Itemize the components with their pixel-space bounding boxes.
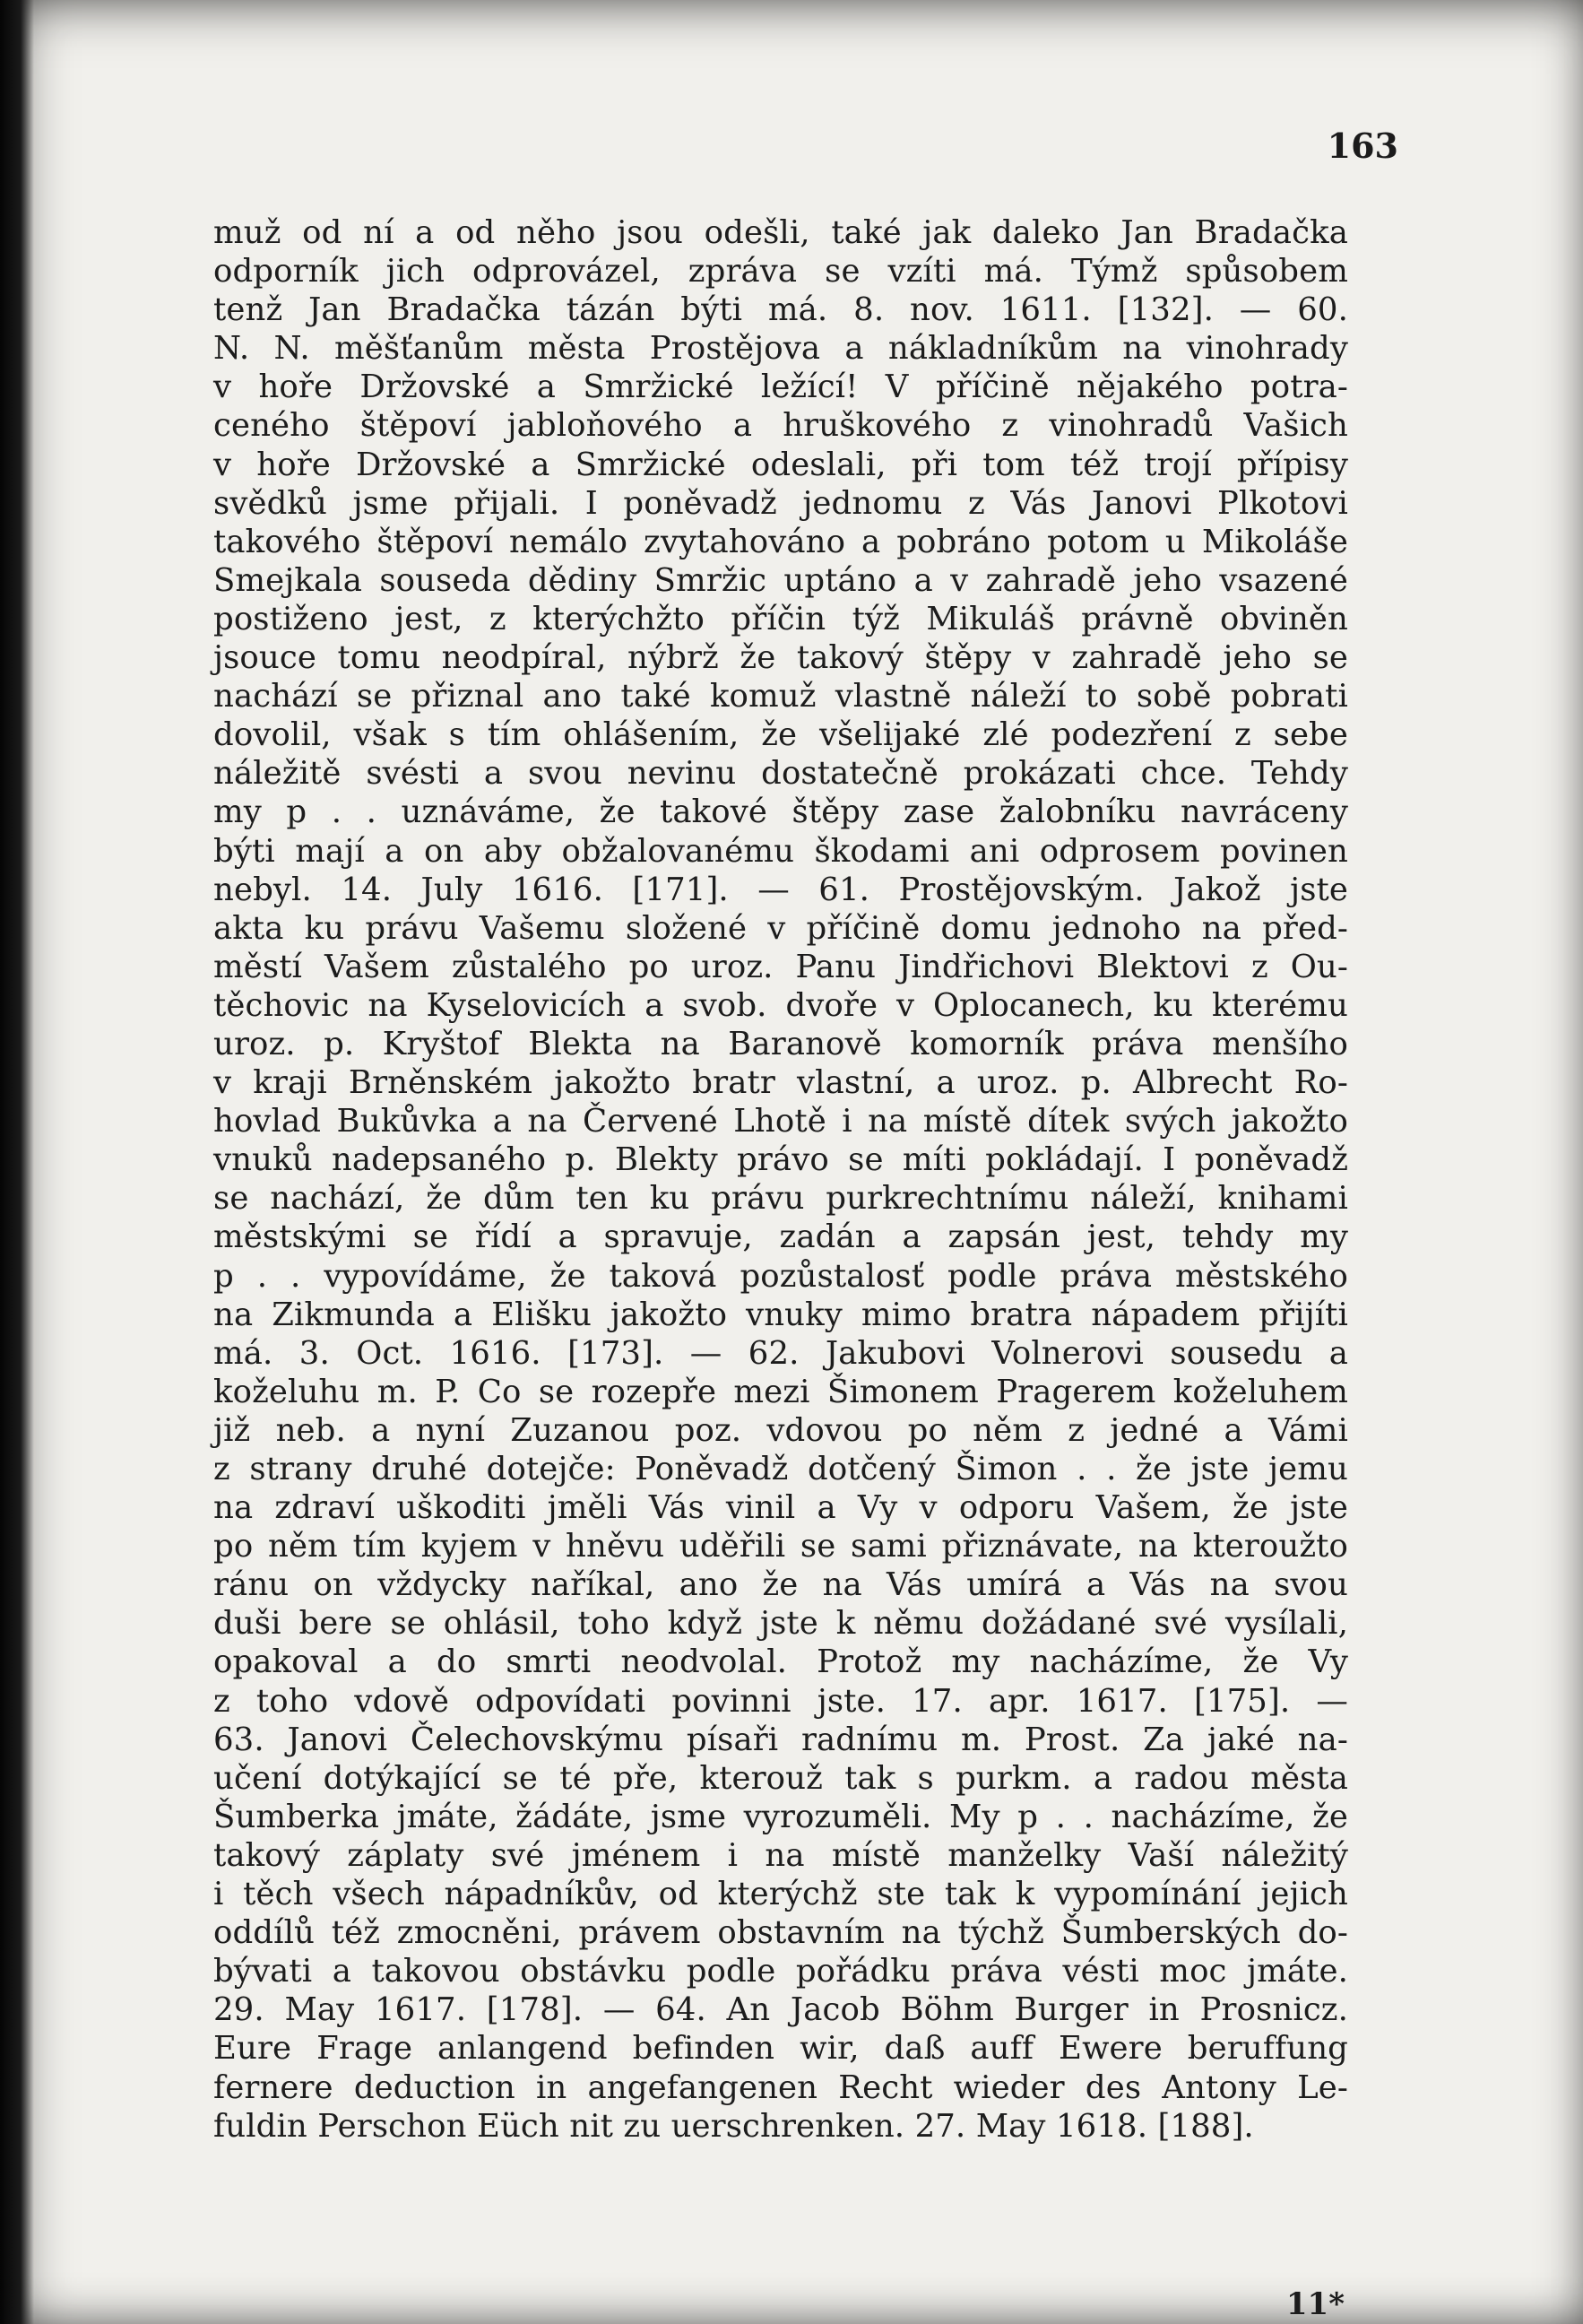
text-line: nachází se přiznal ano také komuž vlastně náleží to sobě pobrati	[213, 678, 1348, 715]
text-line: uroz. p. Kryštof Blekta na Baranově komorník práva menšího	[213, 1025, 1348, 1062]
text-line: býti mají a on aby obžalovanému škodami ani odprosem povinen	[213, 832, 1348, 870]
text-line: ceného štěpoví jabloňového a hruškového z vinohradů Vašich	[213, 407, 1348, 445]
text-line: těchovic na Kyselovicích a svob. dvoře v Oplocanech, ku kterému	[213, 986, 1348, 1024]
text-line: i těch všech nápadníkův, od kterýchž ste tak k vypomínání jejich	[213, 1876, 1348, 1913]
text-line: náležitě svésti a svou nevinu dostatečně prokázati chce. Tehdy	[213, 755, 1348, 793]
text-line: má. 3. Oct. 1616. [173]. — 62. Jakubovi Volnerovi sousedu a	[213, 1334, 1348, 1372]
body-text	[213, 213, 1348, 2146]
text-line: koželuhu m. P. Co se rozepře mezi Šimonem Pragerem koželuhem	[213, 1373, 1348, 1410]
text-line: 29. May 1617. [178]. — 64. An Jacob Böhm Burger in Prosnicz.	[213, 1991, 1348, 2029]
text-line: městí Vašem zůstalého po uroz. Panu Jindřichovi Blektovi z Ou-	[213, 948, 1348, 985]
text-line: v hoře Držovské a Smržické odeslali, při tom též trojí přípisy	[213, 446, 1348, 483]
text-line: my p . . uznáváme, že takové štěpy zase žalobníku navráceny	[213, 793, 1348, 831]
text-line: muž od ní a od něho jsou odešli, také jak daleko Jan Bradačka	[213, 214, 1348, 251]
text-line: jsouce tomu neodpíral, nýbrž že takový štěpy v zahradě jeho se	[213, 639, 1348, 677]
text-line: na Zikmunda a Elišku jakožto vnuky mimo bratra nápadem přijíti	[213, 1296, 1348, 1333]
signature-mark: 11*	[1285, 2286, 1345, 2322]
text-line: se nachází, že dům ten ku právu purkrechtnímu náleží, knihami	[213, 1180, 1348, 1218]
text-line: svědků jsme přijali. I poněvadž jednomu z Vás Janovi Plkotovi	[213, 484, 1348, 522]
text-line: městskými se řídí a spravuje, zadán a zapsán jest, tehdy my	[213, 1218, 1348, 1256]
text-line: oddílů též zmocněni, právem obstavním na týchž Šumberských do-	[213, 1914, 1348, 1952]
text-line: hovlad Bukůvka a na Červené Lhotě i na místě dítek svých jakožto	[213, 1103, 1348, 1140]
text-line: v hoře Držovské a Smržické ležící! V příčině nějakého potra-	[213, 369, 1348, 406]
text-line: takový záplaty své jménem i na místě manželky Vaší náležitý	[213, 1836, 1348, 1874]
text-line: 63. Janovi Čelechovskýmu písaři radnímu m. Prost. Za jaké na-	[213, 1721, 1348, 1758]
text-line: takového štěpoví nemálo zvytahováno a pobráno potom u Mikoláše	[213, 523, 1348, 560]
text-line: ránu on vždycky naříkal, ano že na Vás umírá a Vás na svou	[213, 1566, 1348, 1604]
page-binding-edge	[0, 0, 34, 2324]
text-line: fernere deduction in angefangenen Recht wieder des Antony Le-	[213, 2068, 1348, 2106]
text-line: fuldin Perschon Eüch nit zu uerschrenken. 27. May 1618. [188].	[213, 2107, 1254, 2145]
text-line: Šumberka jmáte, žádáte, jsme vyrozuměli. My p . . nacházíme, že	[213, 1798, 1348, 1835]
text-line: Smejkala souseda dědiny Smržic uptáno a v zahradě jeho vsazené	[213, 561, 1348, 599]
text-line: nebyl. 14. July 1616. [171]. — 61. Prostějovským. Jakož jste	[213, 871, 1348, 908]
text-line: z toho vdově odpovídati povinni jste. 17. apr. 1617. [175]. —	[213, 1682, 1348, 1720]
text-line: duši bere se ohlásil, toho když jste k němu dožádané své vysílali,	[213, 1605, 1348, 1643]
text-line: opakoval a do smrti neodvolal. Protož my nacházíme, že Vy	[213, 1643, 1348, 1681]
text-line: na zdraví uškoditi jměli Vás vinil a Vy v odporu Vašem, že jste	[213, 1489, 1348, 1527]
text-line: po něm tím kyjem v hněvu uděřili se sami přiznávate, na kteroužto	[213, 1528, 1348, 1565]
text-line: odporník jich odprovázel, zpráva se vzíti má. Týmž spůsobem	[213, 253, 1348, 290]
text-line: akta ku právu Vašemu složené v příčině domu jednoho na před-	[213, 909, 1348, 947]
text-line: učení dotýkající se té pře, kterouž tak s purkm. a radou města	[213, 1759, 1348, 1797]
page-number: 163	[1327, 126, 1398, 166]
text-line: postiženo jest, z kterýchžto příčin týž Mikuláš právně obviněn	[213, 600, 1348, 637]
text-line: Eure Frage anlangend befinden wir, daß auff Ewere beruffung	[213, 2030, 1348, 2068]
text-line: dovolil, však s tím ohlášením, že všelijaké zlé podezření z sebe	[213, 716, 1348, 754]
text-line: p . . vypovídáme, že taková pozůstalosť podle práva městského	[213, 1257, 1348, 1295]
text-line: v kraji Brněnském jakožto bratr vlastní, a uroz. p. Albrecht Ro-	[213, 1064, 1348, 1102]
text-line: již neb. a nyní Zuzanou poz. vdovou po něm z jedné a Vámi	[213, 1411, 1348, 1449]
text-line: N. N. měšťanům města Prostějova a nákladníkům na vinohrady	[213, 330, 1348, 368]
text-line: vnuků nadepsaného p. Blekty právo se míti pokládají. I poněvadž	[213, 1141, 1348, 1179]
text-line: tenž Jan Bradačka tázán býti má. 8. nov. 1611. [132]. — 60.	[213, 291, 1348, 329]
text-line: bývati a takovou obstávku podle pořádku práva vésti moc jmáte.	[213, 1953, 1348, 1990]
text-line: z strany druhé dotejče: Poněvadž dotčený Šimon . . že jste jemu	[213, 1451, 1348, 1487]
